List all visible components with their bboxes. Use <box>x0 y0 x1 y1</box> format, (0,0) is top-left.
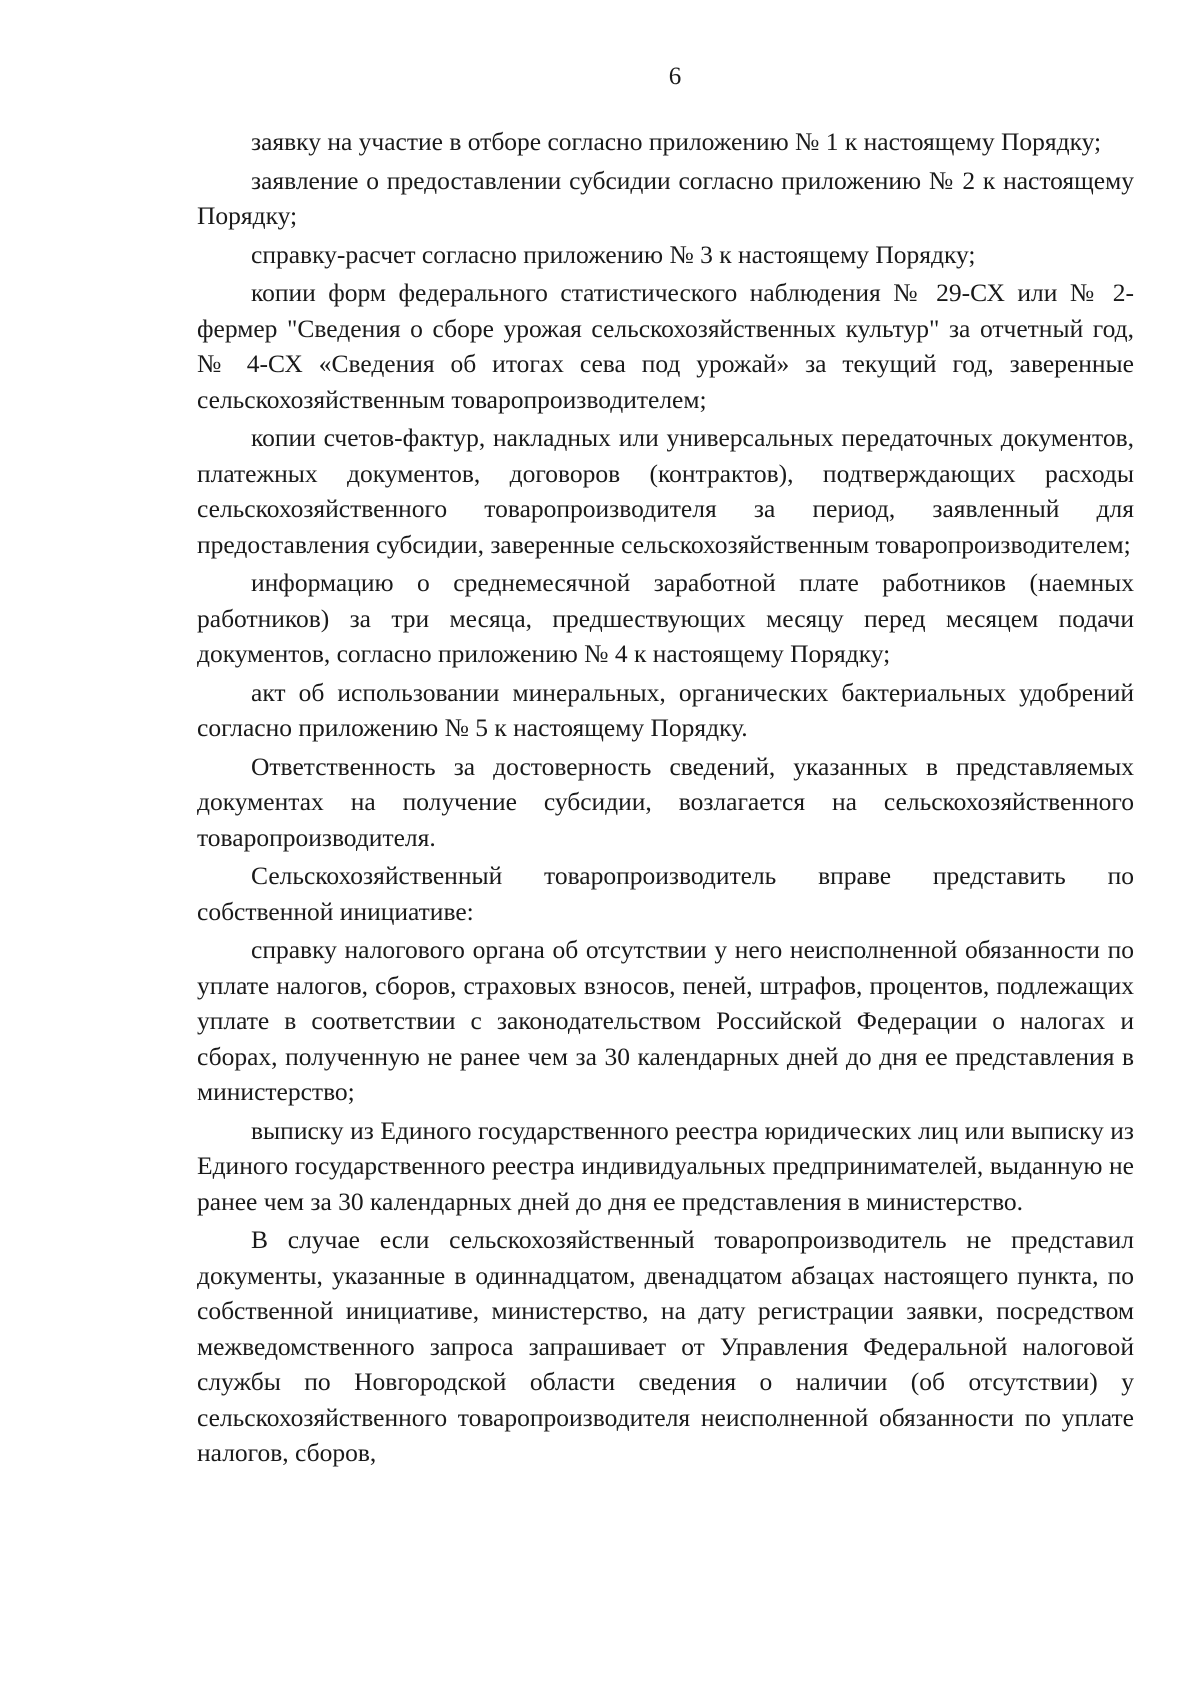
page-number: 6 <box>668 63 682 90</box>
paragraph-application-form: заявку на участие в отборе согласно приложению № 1 к настоящему Порядку; <box>251 127 1102 156</box>
paragraph-subsidy-statement: заявление о предоставлении субсидии согласно приложению № 2 к настоящему Порядку; <box>197 165 1134 230</box>
paragraph-responsibility: Ответственность за достоверность сведений, указанных в представляемых документах на получение субсидии, возлагается на сельскохозяйственного товаропроизводителя. <box>197 751 1134 852</box>
paragraph-own-initiative: Сельскохозяйственный товаропроизводитель вправе представить по собственной инициативе: <box>197 861 1134 926</box>
paragraph-statistical-forms: копии форм федерального статистического наблюдения № 29-СХ или № 2-фермер "Сведения о сборе урожая сельскохозяйственных культур" за отчетный год, № 4-СХ «Сведения об итогах сева под урожай» за текущий год, заверенные сельскохозяйственным товаропроизводителем; <box>197 278 1134 414</box>
paragraph-calculation-certificate: справку-расчет согласно приложению № 3 к настоящему Порядку; <box>251 239 976 269</box>
document-body <box>197 124 1134 1474</box>
paragraph-fertilizer-act: акт об использовании минеральных, органических бактериальных удобрений согласно приложению № 5 к настоящему Порядку. <box>197 677 1134 742</box>
paragraph-invoice-copies: копии счетов-фактур, накладных или универсальных передаточных документов, платежных документов, договоров (контрактов), подтверждающих расходы сельскохозяйственного товаропроизводителя за период, заявленный для предоставления субсидии, заверенные сельскохозяйственным товаропроизводителем; <box>197 423 1134 559</box>
paragraph-registry-extract: выписку из Единого государственного реестра юридических лиц или выписку из Единого государственного реестра индивидуальных предпринимателей, выданную не ранее чем за 30 календарных дней до дня ее представления в министерство. <box>197 1115 1134 1216</box>
paragraph-tax-certificate: справку налогового органа об отсутствии у него неисполненной обязанности по уплате налогов, сборов, страховых взносов, пеней, штрафов, процентов, подлежащих уплате в соответствии с законодательством Российской Федерации о налогах и сборах, полученную не ранее чем за 30 календарных дней до дня ее представления в министерство; <box>197 935 1134 1106</box>
paragraph-salary-information: информацию о среднемесячной заработной плате работников (наемных работников) за три месяца, предшествующих месяцу перед месяцем подачи документов, согласно приложению № 4 к настоящему Порядку; <box>197 568 1134 668</box>
paragraph-interagency-request: В случае если сельскохозяйственный товаропроизводитель не представил документы, указанные в одиннадцатом, двенадцатом абзацах настоящего пункта, по собственной инициативе, министерство, на дату регистрации заявки, посредством межведомственного запроса запрашивает от Управления Федеральной налоговой службы по Новгородской области сведения о наличии (об отсутствии) у сельскохозяйственного товаропроизводителя неисполненной обязанности по уплате налогов, сборов, <box>197 1225 1134 1467</box>
